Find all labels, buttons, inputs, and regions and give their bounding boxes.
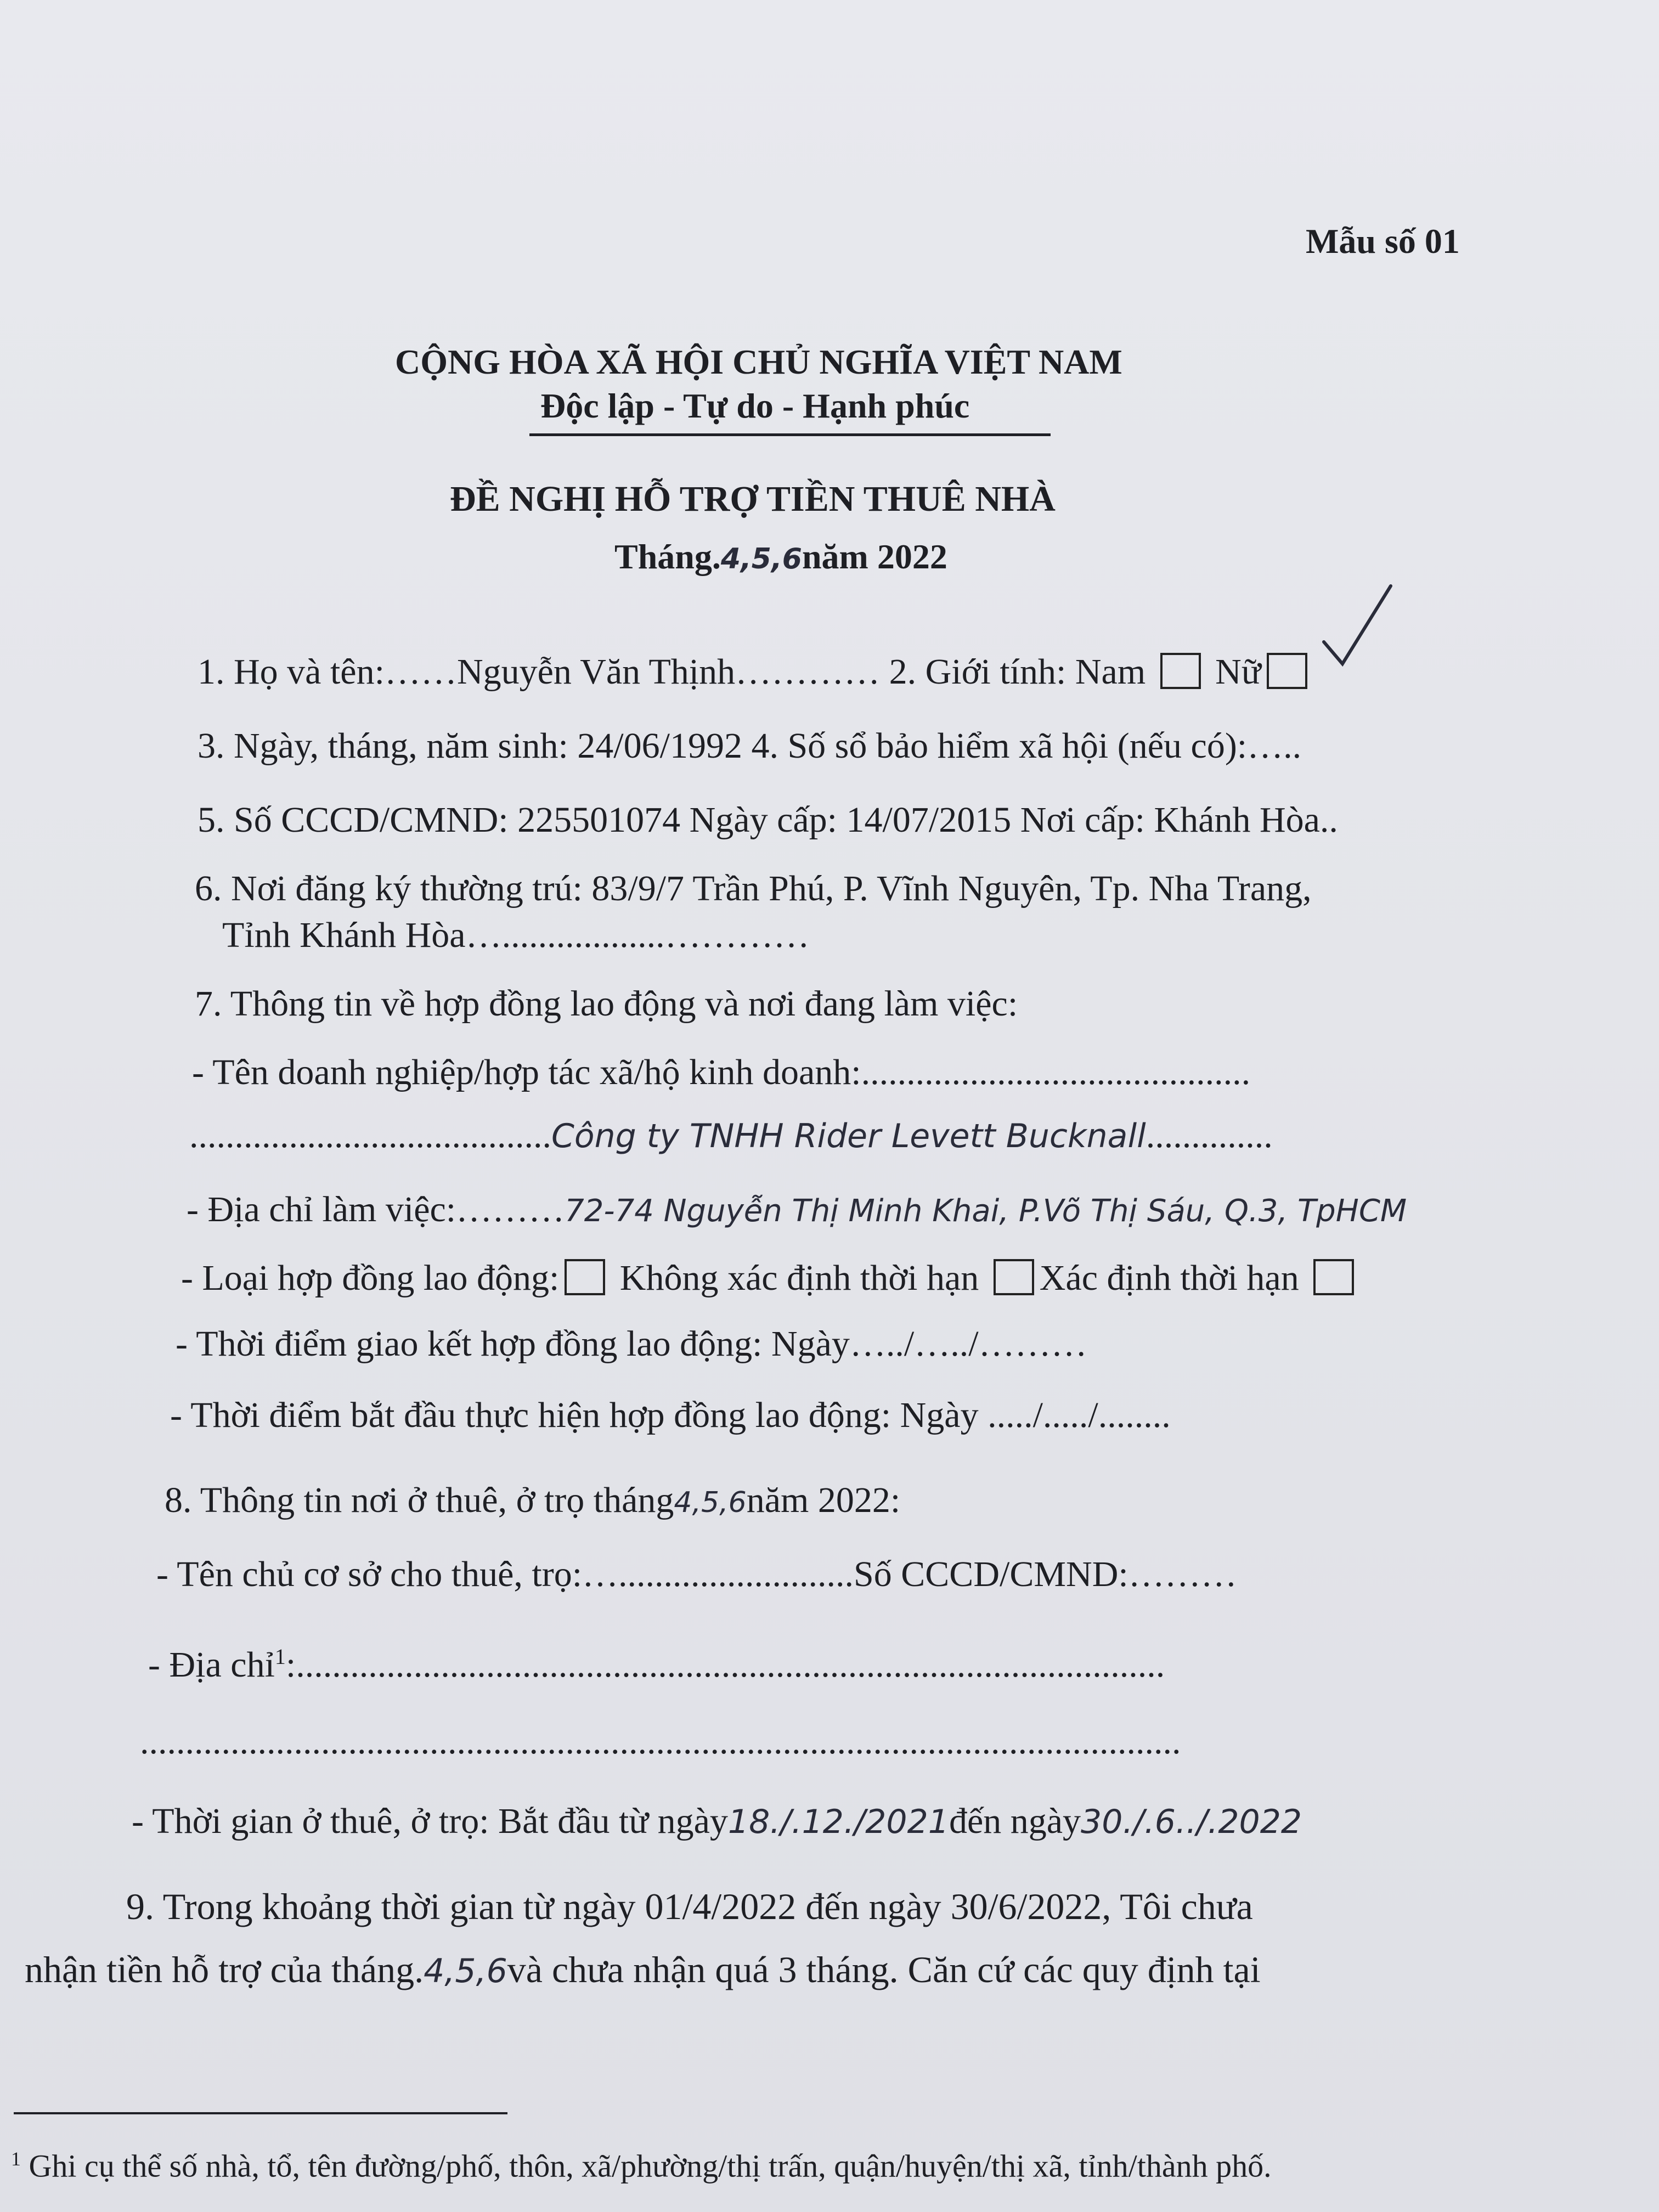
rental-period-mid: đến ngày: [949, 1801, 1081, 1841]
field-name-gender: [198, 650, 1313, 694]
section-9-suffix: và chưa nhận quá 3 tháng. Căn cứ các quy định tại: [507, 1949, 1261, 1990]
contract-type-line: [181, 1256, 1359, 1300]
motto-underline: [529, 433, 1051, 436]
rental-address-label: - Địa chỉ: [148, 1645, 275, 1685]
female-checkbox[interactable]: [1267, 653, 1307, 689]
contract-type-checkbox[interactable]: [565, 1259, 605, 1295]
gender-label: 2. Giới tính: Nam: [880, 652, 1155, 692]
contract-start-date: - Thời điểm bắt đầu thực hiện hợp đồng lao động: Ngày ...../...../........: [170, 1395, 1171, 1435]
month-handwritten: 4,5,6: [720, 543, 802, 575]
section-9-line1: 9. Trong khoảng thời gian từ ngày 01/4/2022 đến ngày 30/6/2022, Tôi chưa: [126, 1886, 1253, 1927]
male-checkbox[interactable]: [1160, 653, 1201, 689]
field-residence-line2: Tỉnh Khánh Hòa…..................…………: [222, 915, 810, 955]
work-address-handwritten: 72-74 Nguyễn Thị Minh Khai, P.Võ Thị Sáu, Q.3, TpHCM: [565, 1193, 1407, 1229]
section-7-heading: 7. Thông tin về hợp đồng lao động và nơi đang làm việc:: [195, 984, 1018, 1024]
contract-definite-label: Xác định thời hạn: [1039, 1258, 1308, 1298]
contract-definite-checkbox[interactable]: [1313, 1259, 1354, 1295]
employer-trailing-dots: ..............: [1146, 1115, 1273, 1155]
employer-handwritten: Công ty TNHH Rider Levett Bucknall: [551, 1117, 1146, 1155]
national-title: CỘNG HÒA XÃ HỘI CHỦ NGHĨA VIỆT NAM: [395, 342, 1122, 381]
footnote-ref: 1: [274, 1644, 286, 1669]
employer-leading-dots: ........................................: [189, 1115, 551, 1155]
employer-label: - Tên doanh nghiệp/hợp tác xã/hộ kinh doanh:...........................................: [192, 1052, 1251, 1092]
rental-end-handwritten: 30./.6../.2022: [1081, 1803, 1302, 1841]
footnote-divider: [14, 2112, 507, 2114]
field-residence-line1: 6. Nơi đăng ký thường trú: 83/9/7 Trần Phú, P. Vĩnh Nguyên, Tp. Nha Trang,: [195, 868, 1312, 909]
month-suffix: năm 2022: [802, 537, 947, 576]
work-address-line: [187, 1188, 1407, 1233]
contract-indefinite-checkbox[interactable]: [994, 1259, 1034, 1295]
contract-indefinite-label: Không xác định thời hạn: [611, 1258, 988, 1298]
section-8-prefix: 8. Thông tin nơi ở thuê, ở trọ tháng: [165, 1480, 674, 1520]
name-label: 1. Họ và tên:……: [198, 652, 457, 692]
name-value: Nguyễn Văn Thịnh…………: [456, 652, 881, 692]
footnote-text: Ghi cụ thể số nhà, tổ, tên đường/phố, thôn, xã/phường/thị trấn, quận/huyện/thị xã, tỉnh/thành phố.: [21, 2148, 1272, 2184]
month-prefix: Tháng.: [614, 537, 721, 576]
contract-type-label: - Loại hợp đồng lao động:: [181, 1258, 560, 1298]
work-address-label: - Địa chỉ làm việc:………: [187, 1189, 565, 1229]
rental-address-line: [148, 1635, 1165, 1687]
employer-line: [189, 1114, 1273, 1158]
landlord-line: - Tên chủ cơ sở cho thuê, trọ:…..........................Số CCCD/CMND:………: [156, 1554, 1237, 1594]
rental-period-line: [132, 1799, 1302, 1844]
form-code: Mẫu số 01: [1306, 222, 1460, 261]
section-9-prefix: nhận tiền hỗ trợ của tháng.: [25, 1949, 424, 1990]
field-id-card: 5. Số CCCD/CMND: 225501074 Ngày cấp: 14/07/2015 Nơi cấp: Khánh Hòa..: [198, 800, 1338, 840]
female-label: Nữ: [1206, 652, 1261, 692]
section-8-month-handwritten: 4,5,6: [674, 1486, 747, 1519]
footnote: [11, 2137, 1272, 2188]
rental-start-handwritten: 18./.12./2021: [727, 1803, 949, 1841]
section-8-heading: [165, 1479, 900, 1525]
document-month-line: [614, 535, 947, 581]
rental-address-dots: :................................................................................................: [285, 1645, 1165, 1685]
contract-sign-date: - Thời điểm giao kết hợp đồng lao động: Ngày…../…../………: [176, 1324, 1087, 1364]
section-9-line2: [25, 1948, 1261, 1993]
national-motto: Độc lập - Tự do - Hạnh phúc: [540, 386, 970, 425]
rental-address-line2: ...................................................................................................................: [140, 1722, 1181, 1762]
section-9-month-handwritten: 4,5,6: [424, 1952, 507, 1990]
field-birth-insurance: 3. Ngày, tháng, năm sinh: 24/06/1992 4. Số sổ bảo hiểm xã hội (nếu có):…..: [198, 726, 1302, 766]
rental-period-prefix: - Thời gian ở thuê, ở trọ: Bắt đầu từ ngày: [132, 1801, 728, 1841]
section-8-suffix: năm 2022:: [746, 1480, 901, 1520]
check-mark-icon: [1314, 582, 1396, 675]
footnote-mark: 1: [11, 2148, 21, 2170]
document-title: ĐỀ NGHỊ HỖ TRỢ TIỀN THUÊ NHÀ: [450, 479, 1056, 519]
